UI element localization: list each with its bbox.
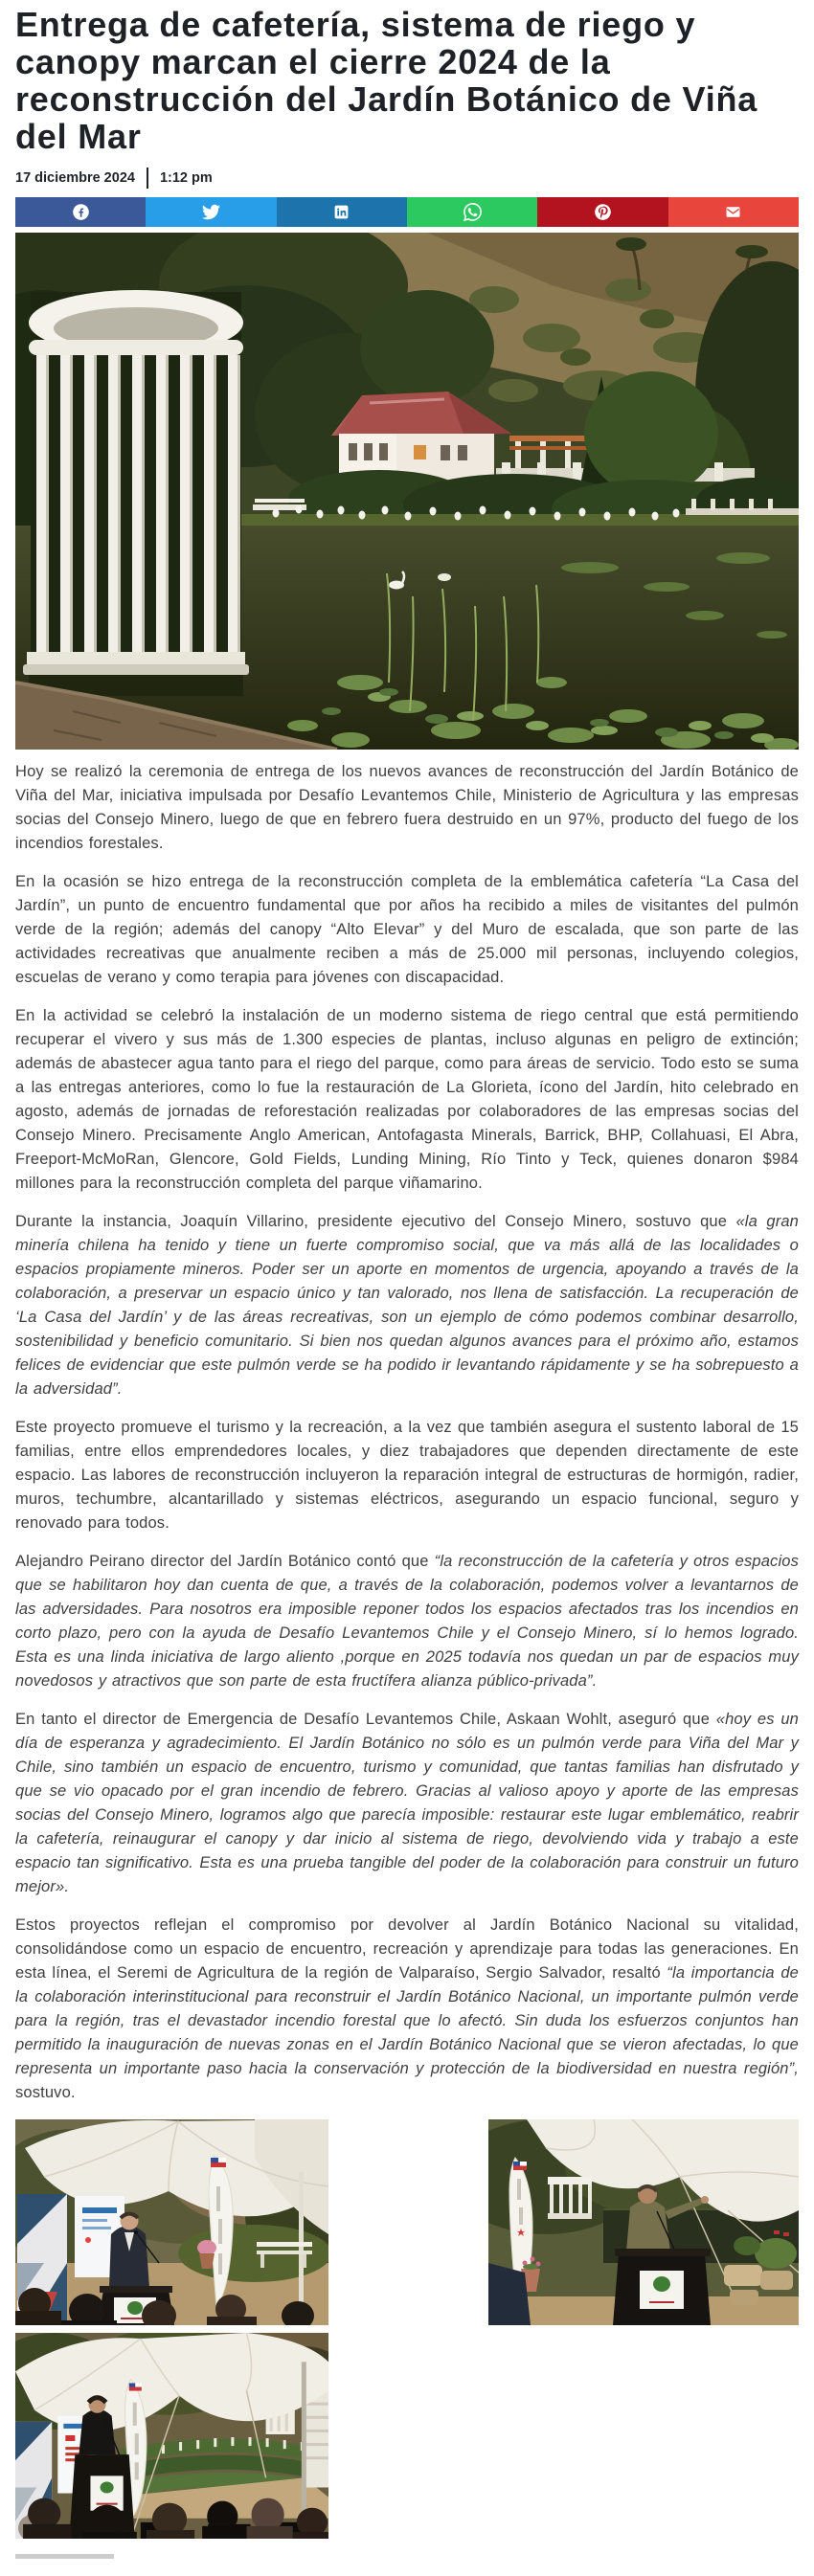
quote-text: «la gran minería chilena ha tenido y tiene un fuerte compromiso social, que va más allá de las localidades o espacios propiamente mineros. Poder ser un aporte en momentos de urgencia, apoyando a través de la colaboración, a preservar un espacio único y tan valorado, nos llena de satisfacción. La recuperación de ‘La Casa del Jardín’ y de las áreas recreativas, son un ejemplo de cómo podemos combinar desarrollo, sostenibilidad y beneficio comunitario. Si bien nos quedan algunos avances para el próximo año, estamos felices de evidenciar que este pulmón verde se ha podido ir levantando rápidamente y se ha sobrepuesto a la adversidad”. bbox=[15, 1213, 800, 1398]
paragraph-5 bbox=[15, 1416, 799, 1535]
botanical-garden-pond-photo bbox=[15, 233, 799, 750]
paragraph-3 bbox=[15, 1004, 799, 1196]
hero-image bbox=[15, 233, 799, 750]
linkedin-icon bbox=[332, 203, 350, 221]
gallery-image-audience-canopy bbox=[15, 2333, 328, 2539]
partial-cropped-element bbox=[15, 2554, 114, 2559]
paragraph-text: En la actividad se celebró la instalación de un moderno sistema de riego central que está permitiendo recuperar el vivero y sus más de 1.300 especies de plantas, incluso algunas en peligro de extinción; además de abastecer agua tanto para el riego del parque, como para áreas de servicio. Todo esto se suma a las entregas anteriores, como lo fue la restauración de La Glorieta, ícono del Jardín, hito celebrado en agosto, además de jornadas de reforestación realizadas por colaboradores de las empresas socias del Consejo Minero. Precisamente Anglo American, Antofagasta Minerals, Barrick, BHP, Collahuasi, El Abra, Freeport-McMoRan, Glencore, Gold Fields, Lunding Mining, Río Tinto y Teck, quienes donaron $984 millones para la reconstrucción completa del parque viñamarino. bbox=[15, 1007, 799, 1192]
meta-divider bbox=[147, 168, 148, 189]
twitter-icon bbox=[202, 203, 220, 221]
pinterest-icon bbox=[594, 203, 612, 221]
page-title: Entrega de cafetería, sistema de riego y canopy marcan el cierre 2024 de la reconstrucción del Jardín Botánico de Viña del Mar bbox=[15, 5, 758, 156]
article-header bbox=[0, 6, 814, 189]
paragraph-8 bbox=[15, 1914, 799, 2105]
paragraph-text: Hoy se realizó la ceremonia de entrega de los nuevos avances de reconstrucción del Jardín Botánico de Viña del Mar, iniciativa impulsada por Desafío Levantemos Chile, Ministerio de Agricultura y las empresas socias del Consejo Minero, luego de que en febrero fuera destruido en un 97%, producto del fuego de los incendios forestales. bbox=[15, 763, 799, 852]
share-bar bbox=[15, 197, 799, 227]
paragraph-2 bbox=[15, 870, 799, 990]
paragraph-text: En tanto el director de Emergencia de Desafío Levantemos Chile, Askaan Wohlt, aseguró que bbox=[15, 1711, 716, 1728]
quote-text: “la reconstrucción de la cafetería y otros espacios que se habilitaron hoy dan cuenta de que, a través de la colaboración, podemos volver a levantarnos de las adversidades. Para nosotros era imposible reponer todos los espacios afectados tras los incendios en corto plazo, pero con la ayuda de Desafío Levantemos Chile y el Consejo Minero, sí lo hemos logrado. Esta es una linda iniciativa de largo aliento ,porque en 2025 todavía nos quedan un par de espacios muy novedosos y atractivos que son parte de esta fructífera alianza público-privada”. bbox=[15, 1553, 799, 1690]
gallery-row bbox=[15, 2119, 799, 2325]
publish-time: 1:12 pm bbox=[159, 170, 213, 186]
canopy-audience-photo bbox=[15, 2333, 328, 2539]
quote-text: «hoy es un día de esperanza y agradecimiento. El Jardín Botánico no sólo es un pulmón verde para Viña del Mar y Chile, sino también un espacio de encuentro, turismo y comunidad, que tantas familias han disfrutado y que se vio opacado por el gran incendio de febrero. Gracias al valioso apoyo y aporte de las empresas socias del Consejo Minero, logramos algo que parecía imposible: restaurar este lugar emblemático, reabrir la cafetería, reinaugurar el canopy y dar inicio al sistema de riego, devolviendo vida y trabajo a este espacio tan significativo. Esta es una prueba tangible del poder de la colaboración para construir un futuro mejor». bbox=[15, 1711, 799, 1895]
paragraph-text: En la ocasión se hizo entrega de la reconstrucción completa de la emblemática cafetería “La Casa del Jardín”, un punto de encuentro fundamental que por años ha recibido a miles de visitantes del pulmón verde de la región; además del canopy “Alto Elevar” y del Muro de escalada, que son parte de las actividades recreativas que anualmente reciben a más de 25.000 mil personas, incluyendo colegios, escuelas de verano y como terapia para jóvenes con discapacidad. bbox=[15, 873, 799, 986]
whatsapp-icon bbox=[464, 203, 482, 221]
paragraph-text: Este proyecto promueve el turismo y la recreación, a la vez que también asegura el sustento laboral de 15 familias, entre ellos emprendedores locales, y diez trabajadores que dependen directamente de este espacio. Las labores de reconstrucción incluyeron la reparación integral de estructuras de hormigón, radier, muros, techumbre, alcantarillado y sistemas eléctricos, asegurando un espacio funcional, seguro y renovado para todos. bbox=[15, 1419, 799, 1532]
speaker-gesturing-photo bbox=[488, 2119, 799, 2325]
share-email-button[interactable] bbox=[668, 197, 799, 227]
article-meta bbox=[15, 168, 799, 189]
ceremony-podium-photo bbox=[15, 2119, 328, 2325]
paragraph-text: sostuvo. bbox=[15, 2084, 76, 2101]
paragraph-4 bbox=[15, 1210, 799, 1401]
paragraph-6 bbox=[15, 1550, 799, 1693]
share-whatsapp-button[interactable] bbox=[407, 197, 537, 227]
share-facebook-button[interactable] bbox=[15, 197, 146, 227]
gallery-image-outdoor-speaker bbox=[488, 2119, 799, 2325]
email-icon bbox=[724, 203, 742, 221]
publish-date: 17 diciembre 2024 bbox=[15, 170, 135, 186]
share-twitter-button[interactable] bbox=[146, 197, 276, 227]
quote-text: “la importancia de la colaboración interinstitucional para reconstruir el Jardín Botánico Nacional, un importante pulmón verde para la región, tras el devastador incendio forestal que lo afectó. Sin duda los esfuerzos conjuntos han permitido la inauguración de nuevas zonas en el Jardín Botánico Nacional que se vieron afectadas, lo que representa un importante paso hacia la conservación y protección de la biodiversidad en nuestra región”, bbox=[15, 1964, 799, 2077]
share-linkedin-button[interactable] bbox=[277, 197, 407, 227]
paragraph-1 bbox=[15, 760, 799, 856]
photo-gallery bbox=[0, 2119, 814, 2559]
article-body bbox=[0, 760, 814, 2105]
paragraph-7 bbox=[15, 1708, 799, 1899]
paragraph-text: Durante la instancia, Joaquín Villarino, presidente ejecutivo del Consejo Minero, sostuvo que bbox=[15, 1213, 736, 1230]
gallery-image-ceremony-speaker bbox=[15, 2119, 328, 2325]
paragraph-text: Alejandro Peirano director del Jardín Botánico contó que bbox=[15, 1553, 435, 1570]
paragraph-text: Estos proyectos reflejan el compromiso por devolver al Jardín Botánico Nacional su vitalidad, consolidándose como un espacio de encuentro, recreación y aprendizaje para todas las generaciones. En esta línea, el Seremi de Agricultura de la región de Valparaíso, Sergio Salvador, resaltó bbox=[15, 1916, 799, 1982]
share-pinterest-button[interactable] bbox=[537, 197, 667, 227]
facebook-icon bbox=[72, 203, 90, 221]
